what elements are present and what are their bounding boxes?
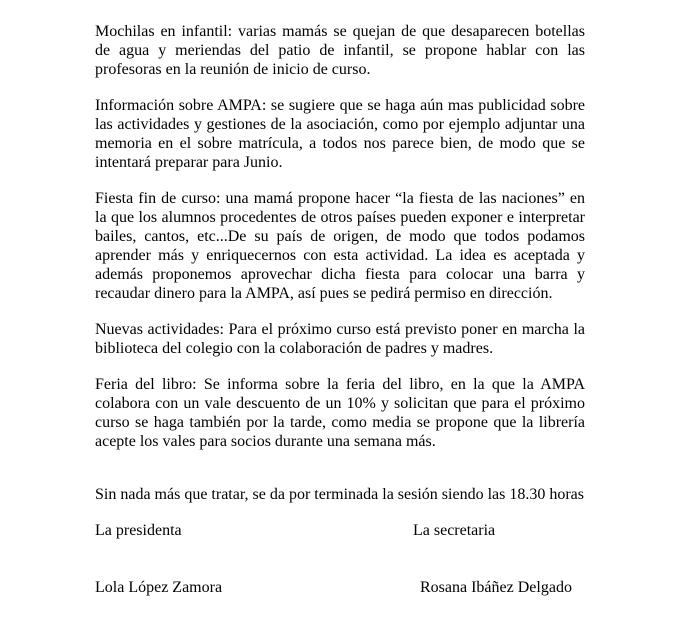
signature-roles-row <box>95 521 585 540</box>
document-page <box>95 22 585 597</box>
paragraph-feria-del-libro: Feria del libro: Se informa sobre la feria del libro, en la que la AMPA colabora con un vale descuento de un 10% y solicitan que para el próximo curso se haga también por la tarde, como media se propone que la librería acepte los vales para socios durante una semana más. <box>95 376 585 450</box>
paragraph-nuevas-actividades: Nuevas actividades: Para el próximo curso está previsto poner en marcha la biblioteca del colegio con la colaboración de padres y madres. <box>95 321 585 357</box>
president-name: Lola López Zamora <box>95 579 223 596</box>
paragraph-fiesta-fin-de-curso: Fiesta fin de curso: una mamá propone hacer “la fiesta de las naciones” en la que los alumnos procedentes de otros países pueden exponer e interpretar bailes, cantos, etc...De su país de origen, de modo que todos podamos aprender más y enriquecernos con esta actividad. La idea es aceptada y además proponemos aprovechar dicha fiesta para colocar una barra y recaudar dinero para la AMPA, así pues se pedirá permiso en dirección. <box>95 190 585 302</box>
closing-statement: Sin nada más que tratar, se da por terminada la sesión siendo las 18.30 horas <box>95 486 585 503</box>
secretary-role-label: La secretaria <box>413 522 496 539</box>
paragraph-informacion-ampa: Información sobre AMPA: se sugiere que se haga aún mas publicidad sobre las actividades y gestiones de la asociación, como por ejemplo adjuntar una memoria en el sobre matrícula, a todos nos parece bien, de modo que se intentará preparar para Junio. <box>95 97 585 171</box>
president-role-label: La presidenta <box>95 522 182 539</box>
paragraph-mochilas-infantil: Mochilas en infantil: varias mamás se quejan de que desaparecen botellas de agua y meriendas del patio de infantil, se propone hablar con las profesoras en la reunión de inicio de curso. <box>95 23 585 78</box>
signature-names-row <box>95 578 585 597</box>
secretary-name: Rosana Ibáñez Delgado <box>420 579 572 596</box>
